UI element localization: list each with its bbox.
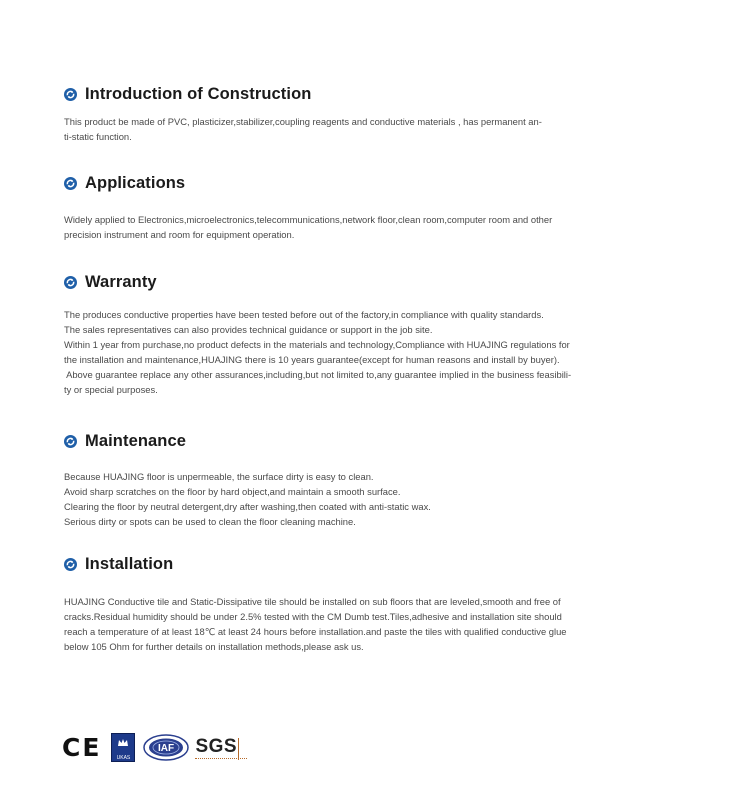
body-line: This product be made of PVC, plasticizer,stabilizer,coupling reagents and conductive materials , has permanent an- (64, 116, 542, 127)
body-line: Widely applied to Electronics,microelectronics,telecommunications,network floor,clean room,computer room and other (64, 214, 553, 225)
section-body (64, 307, 694, 397)
iaf-label: IAF (158, 742, 175, 754)
crown-icon (117, 737, 129, 749)
section-body (64, 212, 694, 242)
iaf-logo (143, 734, 189, 761)
section-heading (64, 552, 694, 576)
section-title: Applications (85, 173, 186, 192)
ukas-logo (111, 733, 135, 762)
body-line: The sales representatives can also provides technical guidance or support in the job site. (64, 324, 433, 335)
body-line: The produces conductive properties have been tested before out of the factory,in compliance with quality standards. (64, 309, 544, 320)
section-body (64, 114, 694, 144)
ce-mark-logo: CE (62, 732, 102, 762)
certification-logos (62, 732, 247, 762)
body-line: precision instrument and room for equipment operation. (64, 229, 295, 240)
body-line: Because HUAJING floor is unpermeable, the surface dirty is easy to clean. (64, 471, 374, 482)
section-warranty (64, 270, 694, 397)
section-maintenance (64, 429, 694, 529)
body-line: Serious dirty or spots can be used to clean the floor cleaning machine. (64, 516, 356, 527)
body-line: reach a temperature of at least 18℃ at least 24 hours before installation.and paste the tiles with qualified conductive glue (64, 626, 567, 637)
section-introduction (64, 82, 694, 144)
body-line: Within 1 year from purchase,no product defects in the materials and technology,Compliance with HUAJING regulations for (64, 339, 570, 350)
body-line: HUAJING Conductive tile and Static-Dissipative tile should be installed on sub floors that are leveled,smooth and free of (64, 596, 561, 607)
body-line: Clearing the floor by neutral detergent,dry after washing,then coated with anti-static wax. (64, 501, 431, 512)
body-line: cracks.Residual humidity should be under 2.5% tested with the CM Dumb test.Tiles,adhesive and installation site should (64, 611, 562, 622)
refresh-bullet-icon (64, 435, 77, 448)
body-line: the installation and maintenance,HUAJING there is 10 years guarantee(except for human reasons and install by buyer). (64, 354, 560, 365)
body-line: Avoid sharp scratches on the floor by hard object,and maintain a smooth surface. (64, 486, 401, 497)
refresh-bullet-icon (64, 558, 77, 571)
section-heading (64, 429, 694, 453)
ukas-label: UKAS (116, 754, 131, 761)
body-line: below 105 Ohm for further details on installation methods,please ask us. (64, 641, 364, 652)
section-body (64, 594, 694, 654)
refresh-bullet-icon (64, 276, 77, 289)
section-title: Warranty (85, 272, 157, 291)
section-installation (64, 552, 694, 654)
section-title: Introduction of Construction (85, 84, 312, 103)
body-line: ti-static function. (64, 131, 132, 142)
section-body (64, 469, 694, 529)
section-applications (64, 171, 694, 242)
refresh-bullet-icon (64, 88, 77, 101)
section-title: Installation (85, 554, 174, 573)
sgs-logo: SGS (195, 736, 247, 759)
section-heading (64, 270, 694, 294)
body-line: ty or special purposes. (64, 384, 158, 395)
section-heading (64, 171, 694, 195)
section-title: Maintenance (85, 431, 187, 450)
section-heading (64, 82, 694, 106)
body-line: Above guarantee replace any other assurances,including,but not limited to,any guarantee implied in the business feasibili- (64, 369, 572, 380)
refresh-bullet-icon (64, 177, 77, 190)
